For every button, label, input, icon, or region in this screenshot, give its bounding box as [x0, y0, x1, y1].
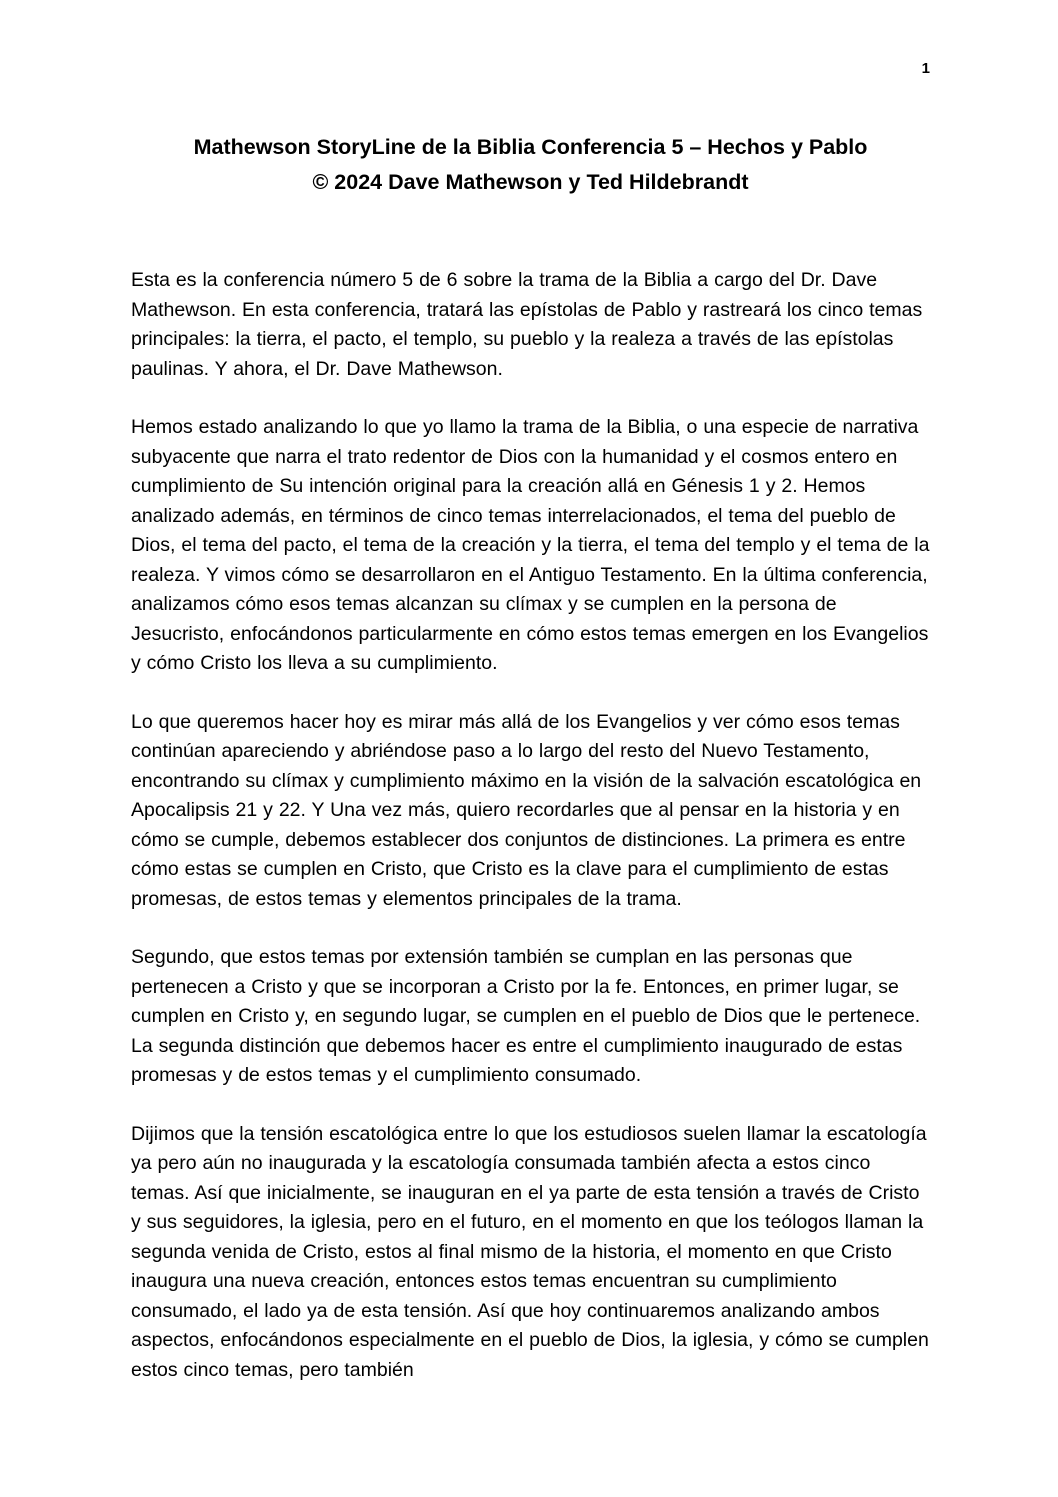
- paragraph-today-goal: Lo que queremos hacer hoy es mirar más allá de los Evangelios y ver cómo esos temas continúan apareciendo y abriéndose paso a lo largo del resto del Nuevo Testamento, encontrando su clímax y cumplimiento máximo en la visión de la salvación escatológica en Apocalipsis 21 y 22. Y Una vez más, quiero recordarles que al pensar en la historia y en cómo se cumple, debemos establecer dos conjuntos de distinciones. La primera es entre cómo estas se cumplen en Cristo, que Cristo es la clave para el cumplimiento de estas promesas, de estos temas y elementos principales de la trama.: [131, 710, 922, 910]
- paragraph-second-distinction: Segundo, que estos temas por extensión también se cumplan en las personas que pertenecen a Cristo y que se incorporan a Cristo por la fe. Entonces, en primer lugar, se cumplen en Cristo y, en segundo lugar, se cumplen en el pueblo de Dios que le pertenece. La segunda distinción que debemos hacer es entre el cumplimiento inaugurado de estas promesas y de estos temas y el cumplimiento consumado.: [131, 946, 921, 1086]
- document-body: [131, 266, 930, 1385]
- paragraph-eschatological-tension: Dijimos que la tensión escatológica entre lo que los estudiosos suelen llamar la escatología ya pero aún no inaugurada y la escatología consumada también afecta a estos cinco temas. Así que inicialmente, se inauguran en el ya parte de esta tensión a través de Cristo y sus seguidores, la iglesia, pero en el futuro, en el momento en que los teólogos llaman la segunda venida de Cristo, estos al final mismo de la historia, el momento en que Cristo inaugura una nueva creación, entonces estos temas encuentran su cumplimiento consumado, el lado ya de esta tensión. Así que hoy continuaremos analizando ambos aspectos, enfocándonos especialmente en el pueblo de Dios, la iglesia, y cómo se cumplen estos cinco temas, pero también: [131, 1122, 929, 1381]
- paragraph-intro: Esta es la conferencia número 5 de 6 sobre la trama de la Biblia a cargo del Dr. Dave Mathewson. En esta conferencia, tratará las epístolas de Pablo y rastreará los cinco temas principales: la tierra, el pacto, el templo, su pueblo y la realeza a través de las epístolas paulinas. Y ahora, el Dr. Dave Mathewson.: [131, 269, 923, 380]
- document-title-line-2: © 2024 Dave Mathewson y Ted Hildebrandt: [312, 170, 749, 194]
- page-number: 1: [921, 60, 930, 77]
- paragraph-recap: Hemos estado analizando lo que yo llamo la trama de la Biblia, o una especie de narrativa subyacente que narra el trato redentor de Dios con la humanidad y el cosmos entero en cumplimiento de Su intención original para la creación allá en Génesis 1 y 2. Hemos analizado además, en términos de cinco temas interrelacionados, el tema del pueblo de Dios, el tema del pacto, el tema de la creación y la tierra, el tema del templo y el tema de la realeza. Y vimos cómo se desarrollaron en el Antiguo Testamento. En la última conferencia, analizamos cómo esos temas alcanzan su clímax y se cumplen en la persona de Jesucristo, enfocándonos particularmente en cómo estos temas emergen en los Evangelios y cómo Cristo los lleva a su cumplimiento.: [131, 416, 930, 674]
- document-title-line-1: Mathewson StoryLine de la Biblia Conferencia 5 – Hechos y Pablo: [193, 135, 868, 159]
- document-title: [131, 130, 930, 200]
